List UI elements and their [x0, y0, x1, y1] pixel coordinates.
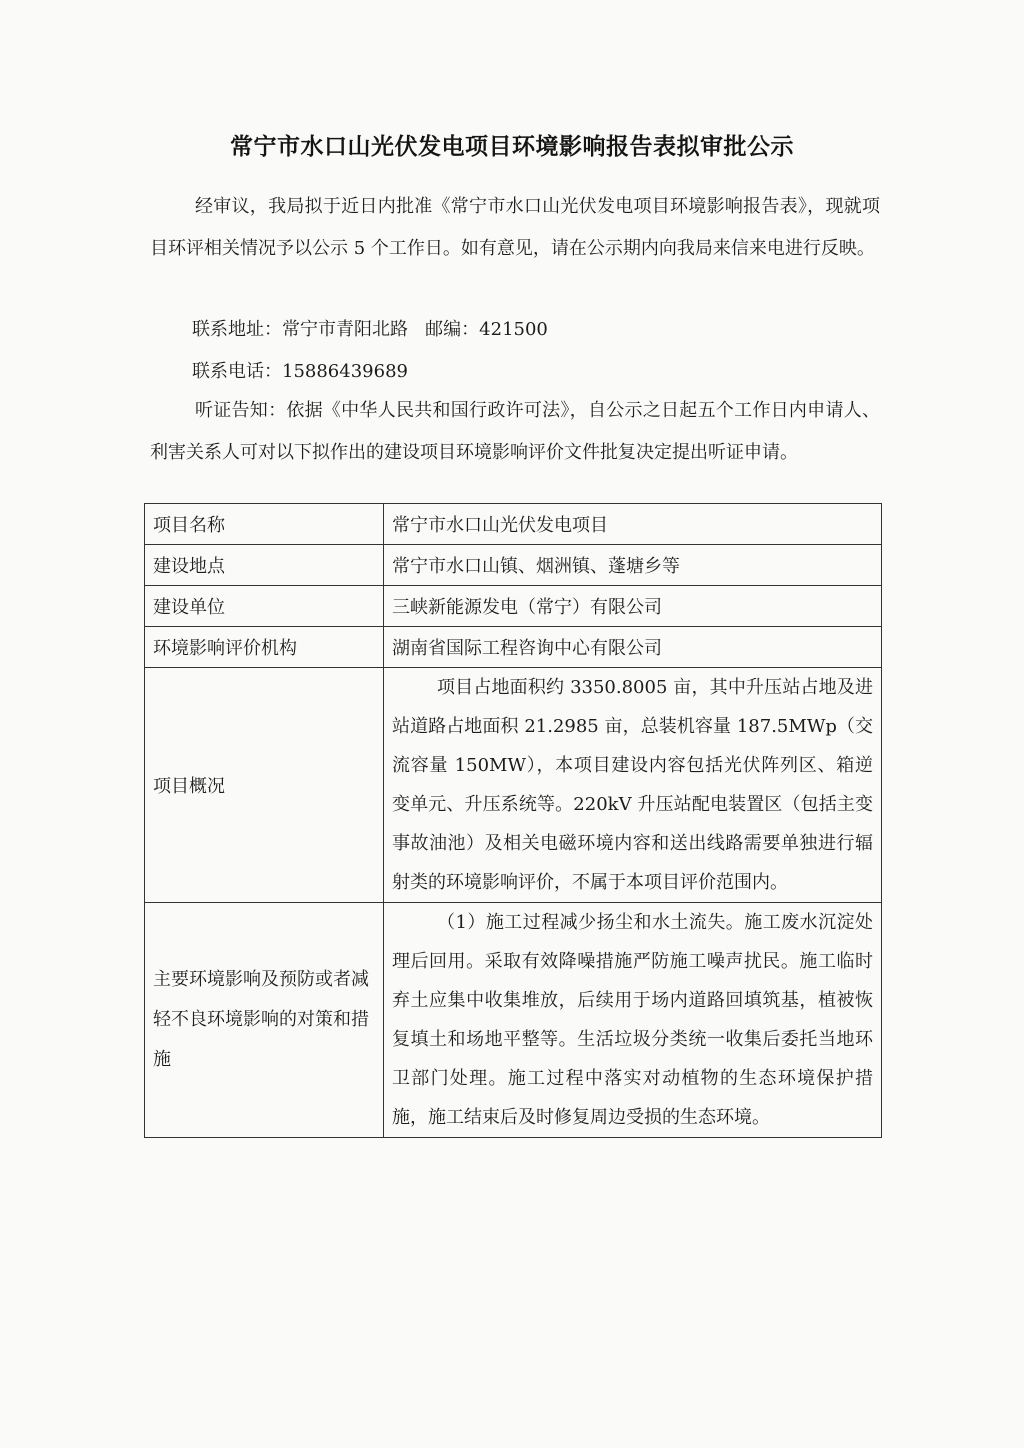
contact-phone: 联系电话：15886439689 [192, 361, 408, 382]
table-row [145, 545, 882, 586]
row-value: （1）施工过程减少扬尘和水土流失。施工废水沉淀处理后回用。采取有效降噪措施严防施工噪声扰民。施工临时弃土应集中收集堆放，后续用于场内道路回填筑基，植被恢复填土和场地平整等。生活垃圾分类统一收集后委托当地环卫部门处理。施工过程中落实对动植物的生态环境保护措施，施工结束后及时修复周边受损的生态环境。 [384, 903, 882, 1138]
table-row [145, 504, 882, 545]
row-label: 项目概况 [145, 668, 384, 903]
intro-paragraph: 经审议，我局拟于近日内批准《常宁市水口山光伏发电项目环境影响报告表》，现就项目环评相关情况予以公示 5 个工作日。如有意见，请在公示期内向我局来信来电进行反映。 [150, 196, 880, 259]
table-row [145, 668, 882, 903]
row-label: 环境影响评价机构 [145, 627, 384, 668]
hearing-notice-paragraph: 听证告知：依据《中华人民共和国行政许可法》，自公示之日起五个工作日内申请人、利害关系人可对以下拟作出的建设项目环境影响评价文件批复决定提出听证申请。 [150, 400, 880, 463]
contact-address: 联系地址：常宁市青阳北路 邮编：421500 [192, 319, 548, 340]
row-value: 三峡新能源发电（常宁）有限公司 [384, 586, 882, 627]
document-title: 常宁市水口山光伏发电项目环境影响报告表拟审批公示 [230, 134, 794, 160]
row-label: 主要环境影响及预防或者减轻不良环境影响的对策和措施 [145, 903, 384, 1138]
row-value: 常宁市水口山光伏发电项目 [384, 504, 882, 545]
row-value: 湖南省国际工程咨询中心有限公司 [384, 627, 882, 668]
row-label: 建设地点 [145, 545, 384, 586]
row-value: 项目占地面积约 3350.8005 亩，其中升压站占地及进站道路占地面积 21.2985 亩，总装机容量 187.5MWp（交流容量 150MW），本项目建设内容包括光伏阵列区、箱逆变单元、升压系统等。220kV 升压站配电装置区（包括主变事故油池）及相关电磁环境内容和送出线路需要单独进行辐射类的环境影响评价，不属于本项目评价范围内。 [384, 668, 882, 903]
row-label: 建设单位 [145, 586, 384, 627]
row-value: 常宁市水口山镇、烟洲镇、蓬塘乡等 [384, 545, 882, 586]
table-row [145, 586, 882, 627]
table-row [145, 903, 882, 1138]
project-info-table [144, 503, 882, 1138]
table-row [145, 627, 882, 668]
row-label: 项目名称 [145, 504, 384, 545]
